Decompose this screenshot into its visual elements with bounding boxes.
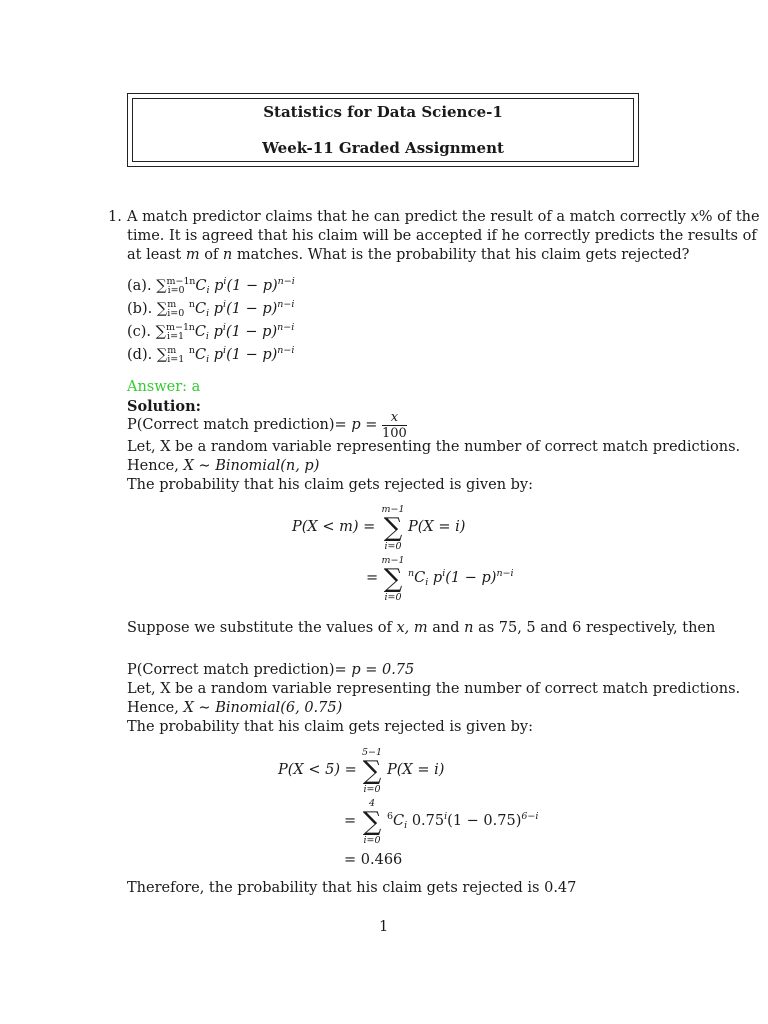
option-lower: i=0 [167, 285, 185, 296]
option-lower: i=1 [167, 354, 185, 365]
eq3-upper: 5−1 [361, 747, 383, 758]
option-sub-i: i [206, 354, 210, 365]
option-c [127, 323, 294, 342]
title-box-inner [132, 98, 634, 162]
option-label: (d). [127, 347, 153, 363]
eq1-upper: m−1 [381, 504, 405, 515]
option-paren-sup: n−i [277, 276, 295, 287]
eq4-paren-sup: 6−i [521, 811, 539, 822]
p-equals-2: p = 0.75 [351, 662, 415, 678]
option-sup-n: n [188, 322, 195, 333]
option-paren: (1 − p) [226, 347, 278, 363]
solution-label: Solution: [127, 398, 201, 415]
eq3-lower: i=0 [363, 784, 381, 795]
eq2-paren-sup: n−i [496, 568, 514, 579]
frac-numerator: x [382, 410, 407, 426]
title-box [127, 93, 639, 167]
prob-correct-text: P(Correct match prediction)= [127, 417, 347, 433]
answer-label: Answer: a [127, 379, 201, 395]
frac-denominator: 100 [381, 425, 407, 441]
question-line-2: time. It is agreed that his claim will be accepted if he correctly predicts the results of [127, 228, 757, 244]
eq1-lower: i=0 [384, 541, 402, 552]
question-number: 1. [108, 209, 122, 225]
question-line-3-a: at least [127, 247, 182, 263]
option-upper: m−1 [166, 276, 190, 287]
eq4-base: 0.75 [411, 813, 445, 829]
eq4-equals: = [344, 813, 357, 829]
eq3-sum [357, 747, 387, 795]
option-label: (a). [127, 278, 152, 294]
eq1-lhs: P(X < m) = [292, 519, 376, 535]
option-sub-i: i [206, 285, 210, 296]
sum-symbol: ∑ [383, 564, 403, 594]
option-b [127, 300, 294, 319]
eq4-base-sup: i [444, 811, 448, 822]
prob-correct-line [127, 408, 407, 442]
option-sup-n: n [189, 276, 196, 287]
eq4-sum [357, 798, 387, 846]
conclusion-line: Therefore, the probability that his claim gets rejected is 0.47 [127, 880, 577, 896]
sum-symbol: ∑ [156, 347, 168, 363]
substitute-a: Suppose we substitute the values of [127, 620, 392, 636]
option-upper: m [167, 299, 177, 310]
question-var-m: m [185, 247, 200, 263]
option-paren: (1 − p) [226, 301, 278, 317]
question-line-1-text: A match predictor claims that he can predict the result of a match correctly [127, 209, 686, 225]
distribution: X ∼ Binomial(n, p) [183, 458, 320, 474]
rejected-given-line-2: The probability that his claim gets rejected is given by: [127, 719, 533, 735]
option-d [127, 346, 294, 365]
sub-n: n [464, 620, 474, 636]
eq4-C: C [393, 813, 405, 829]
random-var-line: Let, X be a random variable representing the number of correct match predictions. [127, 439, 741, 455]
question-var-n: n [222, 247, 233, 263]
hence-word-2: Hence, [127, 700, 179, 716]
option-paren-sup: n−i [277, 299, 295, 310]
option-paren: (1 − p) [225, 324, 278, 340]
eq2-equals: = [366, 570, 379, 586]
option-label: (c). [127, 324, 152, 340]
sum-symbol: ∑ [155, 324, 167, 340]
question-line-3-b: of [204, 247, 219, 263]
option-lower: i=0 [167, 308, 185, 319]
option-sub-i: i [206, 308, 210, 319]
eq2-lower: i=0 [384, 592, 402, 603]
distribution-2: X ∼ Binomial(6, 0.75) [183, 700, 343, 716]
option-paren-sup: n−i [277, 345, 295, 356]
eq2-sub-i: i [425, 577, 429, 588]
course-title: Statistics for Data Science-1 [263, 103, 503, 121]
substitute-c: as 75, 5 and 6 respectively, then [478, 620, 716, 636]
option-a [127, 277, 295, 296]
hence-word: Hence, [127, 458, 179, 474]
option-tail: p [213, 324, 223, 340]
random-var-line-2: Let, X be a random variable representing the number of correct match predictions. [127, 681, 741, 697]
eq4-paren: (1 − 0.75) [447, 813, 522, 829]
eq2-p: p [432, 570, 443, 586]
eq2-term [408, 569, 514, 588]
question-line-1 [127, 208, 760, 227]
option-term: C [194, 301, 207, 317]
option-tail-sup: i [222, 322, 226, 333]
question-line-1-end: % of the [698, 209, 760, 225]
question-line-3-c: matches. What is the probability that his claim gets rejected? [236, 247, 690, 263]
eq2-paren: (1 − p) [445, 570, 497, 586]
fraction-x-over-100 [382, 410, 407, 441]
option-term: C [194, 324, 206, 340]
option-tail: p [214, 278, 224, 294]
assignment-title: Week-11 Graded Assignment [262, 139, 504, 157]
rejected-given-line: The probability that his claim gets rejected is given by: [127, 477, 533, 493]
sum-symbol: ∑ [362, 756, 382, 786]
eq4-upper: 4 [368, 798, 376, 809]
sum-symbol: ∑ [383, 513, 403, 543]
option-upper: m [167, 345, 177, 356]
hence-line [127, 457, 319, 476]
eq4-sup-6: 6 [387, 811, 394, 822]
option-term: C [195, 278, 207, 294]
option-tail-sup: i [223, 299, 227, 310]
option-sup-n: n [188, 345, 195, 356]
sub-m: m [413, 620, 428, 636]
option-paren: (1 − p) [226, 278, 278, 294]
question-line-3 [127, 246, 689, 265]
sum-symbol: ∑ [156, 278, 167, 294]
eq4-lower: i=0 [363, 835, 381, 846]
substitute-line [127, 619, 715, 638]
eq4-term [387, 812, 538, 831]
prob-correct-line-2 [127, 661, 414, 680]
substitute-b: and [432, 620, 460, 636]
eq2-p-sup: i [442, 568, 446, 579]
eq3-rhs: P(X = i) [387, 762, 445, 778]
sum-symbol: ∑ [362, 807, 382, 837]
option-term: C [194, 347, 207, 363]
eq1-sum [378, 504, 408, 552]
page-number: 1 [379, 919, 389, 935]
prob-correct-text-2: P(Correct match prediction)= [127, 662, 347, 678]
eq2-sup-n: n [408, 568, 415, 579]
p-equals: p = [351, 417, 378, 433]
eq1-rhs: P(X = i) [408, 519, 466, 535]
eq5-result: = 0.466 [344, 852, 403, 868]
sub-x: x, [396, 620, 410, 636]
option-lower: i=1 [167, 331, 185, 342]
option-sub-i: i [205, 331, 209, 342]
option-tail: p [213, 347, 224, 363]
option-label: (b). [127, 301, 153, 317]
option-tail-sup: i [223, 345, 227, 356]
option-tail-sup: i [223, 276, 227, 287]
option-paren-sup: n−i [277, 322, 295, 333]
option-upper: m−1 [166, 322, 190, 333]
eq2-sum [378, 555, 408, 603]
question-var-x: x [690, 209, 699, 225]
eq2-C: C [414, 570, 426, 586]
eq4-sub-i: i [404, 820, 408, 831]
eq2-upper: m−1 [381, 555, 405, 566]
sum-symbol: ∑ [156, 301, 168, 317]
option-sup-n: n [188, 299, 195, 310]
eq3-lhs: P(X < 5) = [278, 762, 357, 778]
hence-line-2 [127, 699, 342, 718]
option-tail: p [213, 301, 224, 317]
